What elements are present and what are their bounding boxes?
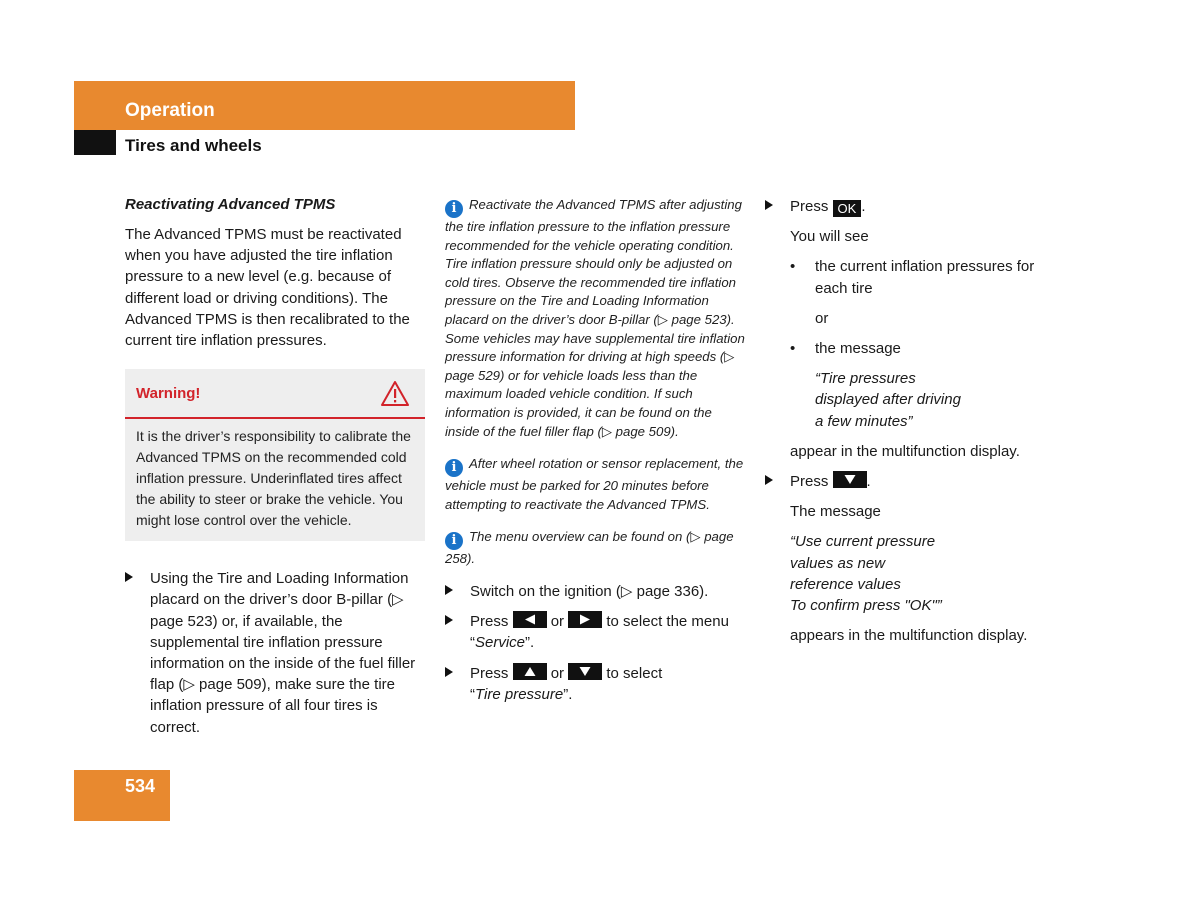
column-left xyxy=(125,196,425,747)
bullet-the-message xyxy=(765,338,1065,359)
step-text: . xyxy=(861,198,866,215)
page-number: 534 xyxy=(125,776,156,796)
section-heading: Reactivating Advanced TPMS xyxy=(125,196,336,213)
bullet-text: the message xyxy=(815,340,901,358)
info-note-reactivate xyxy=(445,196,747,441)
quote-mark: “ xyxy=(470,685,475,703)
message-line: values as new xyxy=(790,554,886,572)
info-note-text: After wheel rotation or sensor replacement, the vehicle must be parked for 20 minutes before attempting to reactivate the Advanced TPMS. xyxy=(445,456,744,512)
menu-name: Tire pressure xyxy=(475,685,564,703)
warning-title: Warning! xyxy=(136,385,201,403)
step-arrow-icon xyxy=(445,585,453,595)
warning-triangle-icon xyxy=(380,380,410,407)
step-arrow-icon xyxy=(445,667,453,677)
info-icon: i xyxy=(445,459,463,477)
step-press-ok xyxy=(765,196,1065,217)
page-number-box xyxy=(74,770,170,821)
step-text: Press xyxy=(470,664,509,682)
quote-mark: ”. xyxy=(563,685,573,703)
arrow-right-key-icon xyxy=(568,611,602,628)
warning-body: It is the driver’s responsibility to calibrate the Advanced TPMS on the recommended cold inflation pressure. Underinflated tires affect the ability to steer or brake the vehicle. You might lose control over the vehicle. xyxy=(136,428,411,529)
info-icon: i xyxy=(445,200,463,218)
or-text: or xyxy=(815,309,829,327)
step-arrow-icon xyxy=(125,572,133,582)
display-message-tire-pressures xyxy=(765,368,1065,432)
step-check-pressure xyxy=(125,568,425,738)
arrow-up-key-icon xyxy=(513,663,547,680)
appear-text: appear in the multifunction display. xyxy=(790,442,1020,460)
step-press-down xyxy=(765,471,1065,492)
menu-name: Service xyxy=(475,634,526,652)
subsection-title: Tires and wheels xyxy=(125,136,262,155)
appears-text: appears in the multifunction display. xyxy=(790,627,1028,645)
step-arrow-icon xyxy=(765,200,773,210)
the-message-text: The message xyxy=(790,503,881,521)
step-arrow-icon xyxy=(765,475,773,485)
quote-mark: “ xyxy=(470,634,475,652)
message-line: “Tire pressures xyxy=(815,370,916,388)
bullet-mark: • xyxy=(790,258,796,276)
subsection-marker xyxy=(74,130,116,155)
bullet-mark: • xyxy=(790,340,796,358)
step-select-service xyxy=(445,611,747,653)
step-switch-ignition xyxy=(445,581,747,602)
step-text: Switch on the ignition (▷ page 336). xyxy=(470,582,709,600)
arrow-left-key-icon xyxy=(513,611,547,628)
step-text: to select xyxy=(606,664,663,682)
display-message-use-current xyxy=(765,531,1065,616)
bullet-text: the current inflation pressures for each tire xyxy=(815,258,1035,297)
column-middle xyxy=(445,196,747,714)
quote-mark: ”. xyxy=(525,634,535,652)
warning-header xyxy=(125,369,425,419)
step-text: to select the menu xyxy=(606,613,729,631)
message-line: a few minutes” xyxy=(815,412,913,430)
info-note-menu-overview xyxy=(445,528,747,569)
info-note-text: The menu overview can be found on (▷ page 258). xyxy=(445,529,734,567)
column-right xyxy=(765,196,1065,655)
step-text: Using the Tire and Loading Information placard on the driver’s door B-pillar (▷ page 523) or, if available, the supplemental tire inflation pressure information on the inside of the fuel filler flap (▷ page 509), make sure the tire inflation pressure of all four tires is correct. xyxy=(150,570,416,736)
message-line: To confirm press "OK"” xyxy=(790,597,942,615)
step-text: Press xyxy=(790,198,829,215)
ok-key: OK xyxy=(833,200,862,217)
step-text: or xyxy=(550,664,565,682)
step-select-tire-pressure xyxy=(445,663,747,705)
info-note-text: Reactivate the Advanced TPMS after adjusting the tire inflation pressure to the inflation pressure recommended for the vehicle operating condition. Tire inflation pressure should only be adjusted on cold tires. Observe the recommended tire inflation pressure on the Tire and Loading Information placard on the driver’s door B-pillar (▷ page 523). Some vehicles may have supplemental tire inflation pressure information for driving at high speeds (▷ page 529) or for vehicle loads less than the maximum loaded vehicle condition. If such information is provided, it can be found on the inside of the fuel filler flap (▷ page 509). xyxy=(445,197,745,439)
info-icon: i xyxy=(445,532,463,550)
step-text: Press xyxy=(790,473,829,491)
intro-paragraph: The Advanced TPMS must be reactivated when you have adjusted the tire inflation pressure to a new level (e.g. because of different load or driving conditions). The Advanced TPMS is then recalibrated to the current tire inflation pressures. xyxy=(125,226,410,350)
you-will-see-text: You will see xyxy=(790,228,869,246)
step-text: . xyxy=(866,473,871,491)
message-line: reference values xyxy=(790,575,901,593)
step-text: or xyxy=(550,613,565,631)
step-arrow-icon xyxy=(445,615,453,625)
message-line: displayed after driving xyxy=(815,391,961,409)
message-line: “Use current pressure xyxy=(790,533,936,551)
info-note-wheel-rotation xyxy=(445,455,747,514)
step-text: Press xyxy=(470,613,509,631)
warning-box xyxy=(125,369,425,541)
arrow-down-key-icon xyxy=(833,471,867,488)
section-title: Operation xyxy=(125,100,215,121)
bullet-current-pressures xyxy=(765,256,1065,298)
arrow-down-key-icon xyxy=(568,663,602,680)
